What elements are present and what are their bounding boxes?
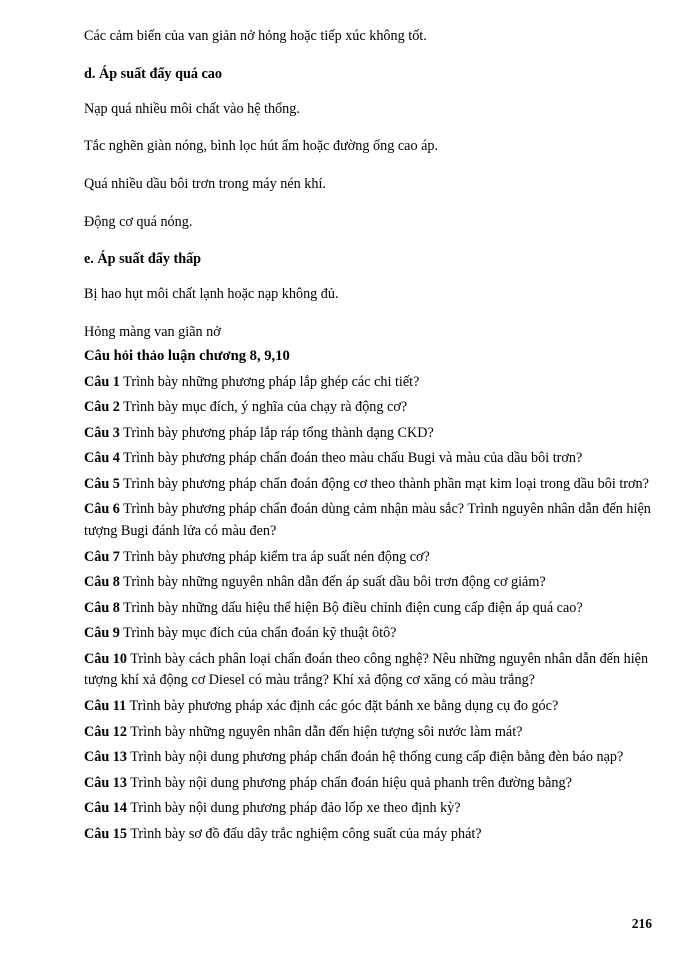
question-text: Trình bày những nguyên nhân dẫn đến hiện tượng sôi nước làm mát? [130,723,523,740]
section-d-paragraph-3: Quá nhiều dầu bôi trơn trong máy nén khí. [84,176,326,193]
question-item [84,372,652,394]
question-label: Câu 2 [84,399,120,416]
question-label: Câu 7 [84,548,120,565]
question-item [84,547,652,569]
intro-paragraph: Các cảm biến của van giản nở hỏng hoặc tiếp xúc không tốt. [84,28,427,44]
question-text: Trình bày cách phân loại chẩn đoán theo công nghệ? Nêu những nguyên nhân dẫn đến hiện tượng khí xả động cơ Diesel có màu trắng? Khí xả động cơ xăng có màu trắng? [84,650,649,689]
question-text: Trình bày nội dung phương pháp đảo lốp xe theo định kỳ? [130,800,461,817]
question-text: Trình bày những phương pháp lắp ghép các chi tiết? [123,373,420,390]
question-text: Trình bày sơ đồ đấu dây trắc nghiệm công suất của máy phát? [130,825,482,842]
question-item [84,572,652,594]
question-text: Trình bày phương pháp chẩn đoán theo màu chấu Bugi và màu của dầu bôi trơn? [123,450,583,467]
question-item [84,598,652,620]
question-text: Trình bày phương pháp kiểm tra áp suất nén động cơ? [123,548,430,565]
question-text: Trình bày phương pháp lắp ráp tổng thành dạng CKD? [123,424,434,441]
question-text: Trình bày những dấu hiệu thể hiện Bộ điều chỉnh điện cung cấp điện áp quá cao? [123,599,583,616]
question-label: Câu 4 [84,450,120,467]
question-text: Trình bày mục đích của chẩn đoán kỹ thuật ôtô? [123,625,397,642]
question-item [84,474,652,496]
question-label: Câu 11 [84,698,127,715]
question-label: Câu 15 [84,825,127,842]
question-text: Trình bày nội dung phương pháp chẩn đoán hiệu quả phanh trên đường bằng? [130,774,572,791]
section-heading-e: e. Áp suất đẩy thấp [84,251,202,268]
question-label: Câu 13 [84,774,127,791]
question-label: Câu 5 [84,475,120,492]
question-label: Câu 1 [84,373,120,390]
section-d-paragraph-2: Tắc nghẽn giàn nóng, bình lọc hút ẩm hoặc đường ống cao áp. [84,138,439,155]
question-label: Câu 10 [84,650,127,667]
section-e-paragraph-1: Bị hao hụt môi chất lạnh hoặc nạp không đủ. [84,286,339,303]
question-label: Câu 3 [84,424,120,441]
question-label: Câu 6 [84,501,120,518]
section-heading-d: d. Áp suất đẩy quá cao [84,65,222,82]
question-text: Trình bày phương pháp chẩn đoán dùng cảm nhận màu sắc? Trình nguyên nhân dẫn đến hiện tượng Bugi đánh lửa có màu đen? [84,501,651,539]
question-item [84,623,652,645]
question-label: Câu 8 [84,599,120,616]
question-item [84,499,652,542]
question-item [84,448,652,470]
question-item [84,649,652,692]
question-label: Câu 8 [84,574,120,591]
question-item [84,423,652,445]
question-label: Câu 14 [84,800,127,817]
question-text: Trình bày mục đích, ý nghĩa của chạy rà động cơ? [123,399,408,416]
question-text: Trình bày phương pháp xác định các góc đặt bánh xe bằng dụng cụ đo góc? [129,698,559,715]
question-item [84,798,652,820]
question-item [84,722,652,744]
question-text: Trình bày nội dung phương pháp chẩn đoán hệ thống cung cấp điện bằng đèn báo nạp? [130,749,624,766]
question-item [84,696,652,718]
section-d-paragraph-1: Nạp quá nhiều môi chất vào hệ thống. [84,100,300,117]
question-item [84,397,652,419]
page-number: 216 [631,916,652,931]
section-d-paragraph-4: Động cơ quá nóng. [84,213,193,230]
question-item [84,773,652,795]
question-item [84,824,652,846]
questions-title: Câu hỏi thảo luận chương 8, 9,10 [84,347,290,364]
question-text: Trình bày phương pháp chẩn đoán động cơ theo thành phần mạt kim loại trong dầu bôi trơn? [123,475,649,492]
question-label: Câu 9 [84,625,120,642]
question-item [84,747,652,769]
question-text: Trình bày những nguyên nhân dẫn đến áp suất dầu bôi trơn động cơ giảm? [123,574,546,591]
question-label: Câu 12 [84,723,127,740]
section-e-paragraph-2: Hỏng màng van giãn nở [84,324,221,341]
question-label: Câu 13 [84,749,127,766]
